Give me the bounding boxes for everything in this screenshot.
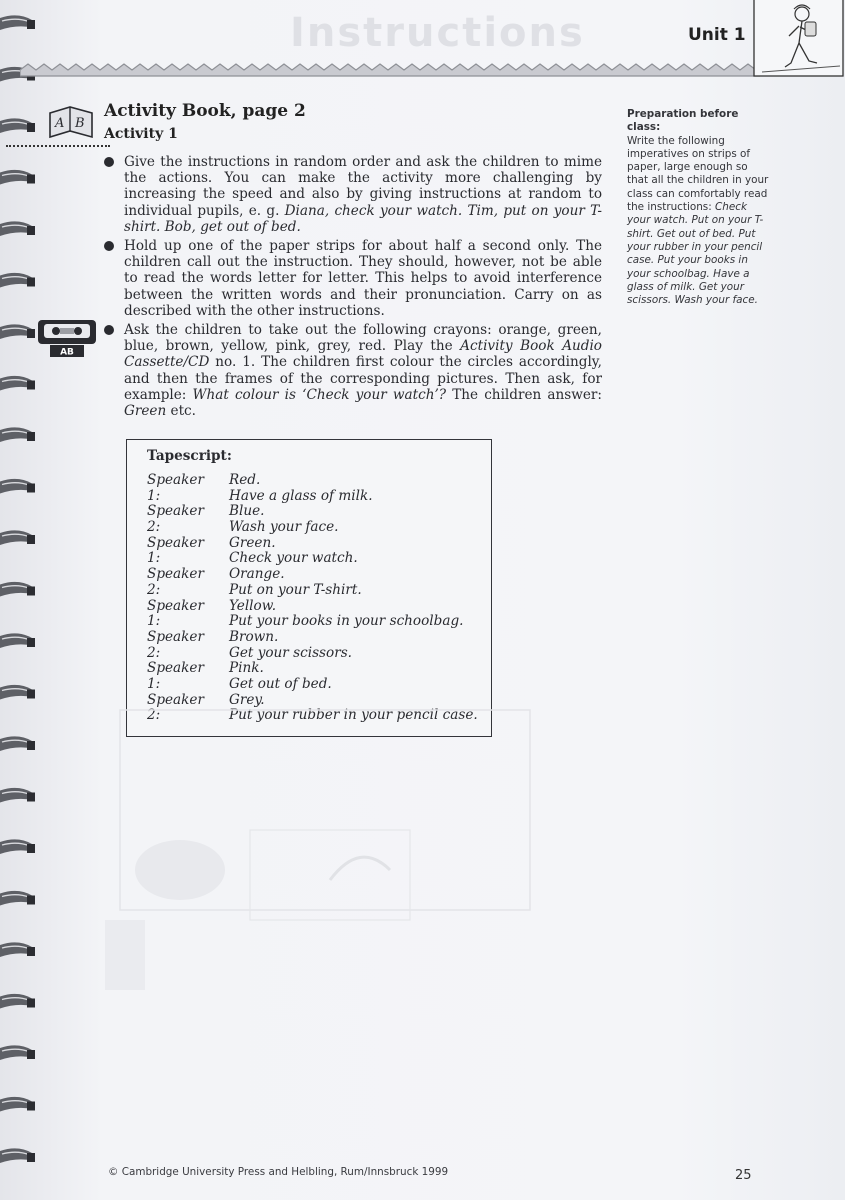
- spiral-coil: [0, 736, 35, 751]
- text-run: The children answer:: [446, 386, 602, 403]
- speaker-label: Speaker 1:: [147, 597, 204, 630]
- paragraph-text: [124, 154, 602, 235]
- text-run: Give the instructions in random order and ask the children to mime the actions. You can make the activity more challenging by increasing the speed and also by giving instructions at random to individual pupils, e. g.: [124, 154, 602, 219]
- spiral-coil: [0, 324, 35, 339]
- spiral-coil: [0, 942, 35, 957]
- preparation-note-text: Write the following imperatives on strips of paper, large enough so that all the children in your class can comfortably read the instructions:: [627, 134, 769, 214]
- paragraph-text: [124, 238, 602, 319]
- unit-label: Unit 1: [688, 25, 746, 45]
- colour-word: Brown.: [229, 628, 279, 645]
- spiral-coil: [0, 1045, 35, 1060]
- ab-icon-letter-a: A: [55, 116, 65, 131]
- preparation-note-imperatives: Check your watch. Put on your T-shirt. Get out of bed. Put your rubber in your pencil case. Put your books in your schoolbag. Have a glass of milk. Get your scissors. Wash your face.: [627, 201, 764, 307]
- copyright-footer: © Cambridge University Press and Helbling, Rum/Innsbruck 1999: [108, 1166, 449, 1178]
- spiral-coil: [0, 376, 35, 391]
- cassette-label: AB: [60, 347, 74, 358]
- spiral-coil: [0, 788, 35, 803]
- dotted-rule: [6, 145, 110, 147]
- speaker-label: Speaker 2:: [147, 691, 204, 724]
- instruction-line: Check your watch.: [229, 550, 358, 567]
- header-wave-rule: [20, 50, 760, 80]
- spiral-coil: [0, 427, 35, 442]
- speaker-label: Speaker 2:: [147, 566, 204, 598]
- instructions-body: [104, 154, 602, 422]
- page-number: 25: [735, 1168, 752, 1183]
- italic-run: Diana, check your watch. Tim, put on your T-shirt. Bob, get out of bed.: [124, 202, 602, 235]
- speaker-label: Speaker 1:: [147, 660, 204, 693]
- paragraph: [104, 154, 602, 235]
- preparation-note: [627, 108, 769, 307]
- text-run: etc.: [166, 403, 196, 420]
- text-run: Hold up one of the paper strips for about half a second only. The children call out the instruction. They should, however, not be able to read the words letter for letter. This helps to avoid interference between the written words and their pronunciation. Carry on as described with the other instructions.: [124, 238, 602, 319]
- paragraph-text: [124, 322, 602, 419]
- instruction-line: Wash your face.: [229, 519, 339, 536]
- tapescript-title: Tapescript:: [147, 448, 232, 464]
- colour-word: Orange.: [229, 566, 285, 583]
- spiral-coil: [0, 891, 35, 906]
- spiral-coil: [0, 1097, 35, 1112]
- instruction-line: Put your rubber in your pencil case.: [229, 707, 478, 724]
- ab-icon-letter-b: B: [75, 116, 85, 131]
- spiral-coil: [0, 273, 35, 288]
- speaker-label: Speaker 1:: [147, 472, 204, 504]
- spiral-coil: [0, 479, 35, 494]
- colour-word: Red.: [229, 472, 261, 488]
- italic-run: Green: [124, 403, 167, 420]
- bullet-icon: [104, 157, 114, 167]
- instruction-line: Have a glass of milk.: [229, 487, 373, 504]
- text-run: Ask the children to take out the following crayons: orange, green, blue, brown, yellow, pink, grey, red. Play the: [124, 322, 602, 355]
- speaker-label: Speaker 2:: [147, 628, 204, 661]
- cassette-icon: [36, 318, 98, 358]
- speaker-label: Speaker 1:: [147, 534, 204, 567]
- spiral-binding: [0, 0, 42, 1200]
- spiral-coil: [0, 633, 35, 648]
- paragraph: [104, 238, 602, 319]
- spiral-coil: [0, 1148, 35, 1163]
- spiral-coil: [0, 221, 35, 236]
- spiral-coil: [0, 994, 35, 1009]
- kid-illustration: [752, 0, 845, 78]
- instruction-line: Put your books in your schoolbag.: [229, 613, 464, 630]
- text-run: no. 1. The children first colour the circles accordingly, and then the frames of the corresponding pictures. Then ask, for example:: [124, 354, 602, 403]
- show-through-artifacts: [100, 540, 600, 1020]
- preparation-note-title: Preparation before class:: [627, 108, 739, 134]
- colour-word: Blue.: [229, 503, 265, 520]
- colour-word: Grey.: [229, 691, 265, 708]
- activity-book-icon: [46, 103, 96, 143]
- bullet-icon: [104, 325, 114, 335]
- spiral-coil: [0, 530, 35, 545]
- spiral-coil: [0, 118, 35, 133]
- section-title: Activity Book, page 2: [104, 101, 306, 121]
- spiral-coil: [0, 15, 35, 30]
- italic-run: Activity Book Audio Cassette/CD: [124, 338, 602, 371]
- paragraph: [104, 322, 602, 419]
- instruction-line: Get out of bed.: [229, 676, 332, 693]
- section-subtitle: Activity 1: [104, 126, 178, 142]
- italic-run: What colour is ‘Check your watch’?: [192, 386, 447, 403]
- bullet-icon: [104, 241, 114, 251]
- colour-word: Yellow.: [229, 597, 277, 614]
- instruction-line: Get your scissors.: [229, 644, 352, 661]
- spiral-coil: [0, 839, 35, 854]
- instruction-line: Put on your T-shirt.: [229, 581, 362, 598]
- colour-word: Pink.: [229, 660, 264, 677]
- spiral-coil: [0, 582, 35, 597]
- spiral-coil: [0, 685, 35, 700]
- spiral-coil: [0, 170, 35, 185]
- colour-word: Green.: [229, 534, 276, 551]
- ghost-heading: Instructions: [290, 10, 585, 56]
- speaker-label: Speaker 2:: [147, 503, 204, 536]
